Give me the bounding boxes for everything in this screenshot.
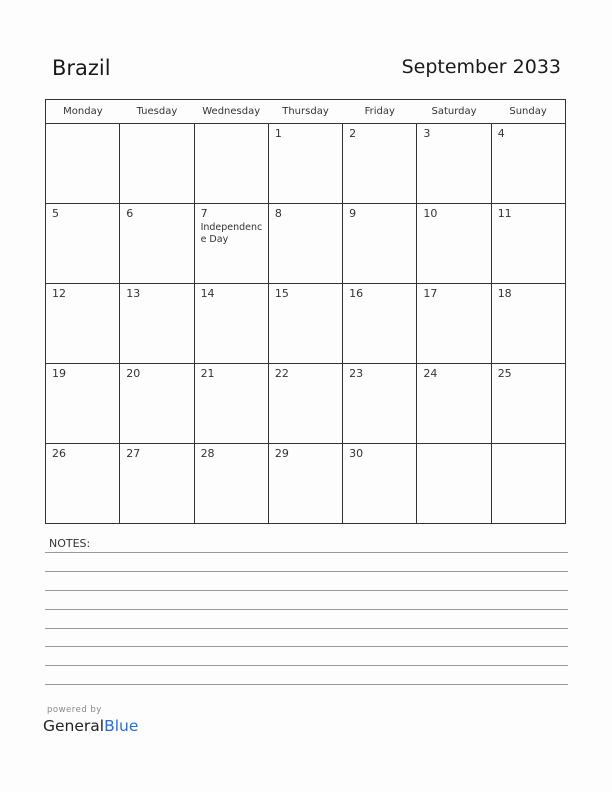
weekday-header: Wednesday xyxy=(194,100,268,124)
notes-line xyxy=(45,646,568,647)
day-cell xyxy=(120,124,194,204)
day-cell xyxy=(343,444,417,524)
day-number: 12 xyxy=(52,287,66,300)
day-cell xyxy=(268,364,342,444)
day-number: 2 xyxy=(349,127,357,140)
notes-label: NOTES: xyxy=(49,537,91,550)
day-cell xyxy=(46,284,120,364)
day-number: 17 xyxy=(423,287,438,300)
month-year-title: September 2033 xyxy=(401,56,561,78)
holiday-label: Independence Day xyxy=(200,222,263,245)
day-cell xyxy=(491,284,565,364)
day-cell xyxy=(417,284,491,364)
weekday-header: Sunday xyxy=(491,100,565,124)
day-cell xyxy=(194,364,268,444)
weekday-header: Monday xyxy=(46,100,120,124)
day-number: 25 xyxy=(497,367,512,380)
notes-line xyxy=(45,571,568,572)
day-cell xyxy=(491,124,565,204)
day-cell xyxy=(268,204,342,284)
weekday-header-row xyxy=(46,100,566,124)
day-number: 15 xyxy=(274,287,289,300)
day-cell xyxy=(268,124,342,204)
day-number: 10 xyxy=(423,207,438,220)
day-number: 6 xyxy=(126,207,134,220)
day-number: 13 xyxy=(126,287,141,300)
day-number: 30 xyxy=(349,447,364,460)
week-row xyxy=(46,204,566,284)
notes-line xyxy=(45,665,568,666)
day-number: 5 xyxy=(52,207,59,220)
day-number: 18 xyxy=(497,287,512,300)
day-cell xyxy=(194,124,268,204)
day-number: 9 xyxy=(349,207,357,220)
day-number: 11 xyxy=(497,207,512,220)
day-number: 19 xyxy=(52,367,66,380)
day-cell xyxy=(120,364,194,444)
day-number: 16 xyxy=(349,287,364,300)
brand-logo[interactable] xyxy=(43,717,138,735)
notes-line xyxy=(45,628,568,629)
weekday-header: Friday xyxy=(343,100,417,124)
day-cell xyxy=(120,284,194,364)
day-number: 3 xyxy=(423,127,431,140)
week-row xyxy=(46,364,566,444)
day-number: 28 xyxy=(200,447,215,460)
day-cell xyxy=(491,444,565,524)
calendar-grid xyxy=(45,99,566,524)
day-cell xyxy=(343,284,417,364)
day-cell xyxy=(120,204,194,284)
day-number: 4 xyxy=(497,127,505,140)
day-cell xyxy=(46,364,120,444)
day-cell xyxy=(343,364,417,444)
brand-general: General xyxy=(43,717,105,735)
day-cell xyxy=(194,284,268,364)
day-number: 27 xyxy=(126,447,141,460)
weekday-header: Tuesday xyxy=(120,100,194,124)
notes-line xyxy=(45,684,568,685)
weekday-header: Thursday xyxy=(268,100,342,124)
day-cell xyxy=(417,444,491,524)
day-number: 24 xyxy=(423,367,438,380)
day-cell xyxy=(491,204,565,284)
day-number: 8 xyxy=(274,207,282,220)
day-cell xyxy=(194,444,268,524)
day-cell xyxy=(343,204,417,284)
day-cell xyxy=(120,444,194,524)
weekday-header: Saturday xyxy=(417,100,491,124)
brand-blue: Blue xyxy=(104,717,139,735)
day-number: 23 xyxy=(349,367,364,380)
week-row xyxy=(46,124,566,204)
day-number: 22 xyxy=(274,367,289,380)
notes-line xyxy=(45,609,568,610)
day-cell xyxy=(46,444,120,524)
day-cell xyxy=(491,364,565,444)
day-number: 1 xyxy=(274,127,282,140)
day-cell xyxy=(417,124,491,204)
day-cell xyxy=(194,204,268,284)
powered-by-text: powered by xyxy=(47,705,102,715)
day-cell xyxy=(417,364,491,444)
day-number: 29 xyxy=(274,447,289,460)
day-number: 7 xyxy=(200,207,208,220)
notes-line xyxy=(45,552,568,553)
day-number: 26 xyxy=(52,447,66,460)
country-title: Brazil xyxy=(52,56,111,80)
day-cell xyxy=(268,284,342,364)
day-number: 20 xyxy=(126,367,141,380)
day-number: 14 xyxy=(200,287,215,300)
day-cell xyxy=(417,204,491,284)
day-cell xyxy=(46,204,120,284)
notes-line xyxy=(45,590,568,591)
day-number: 21 xyxy=(200,367,215,380)
week-row xyxy=(46,444,566,524)
day-cell xyxy=(268,444,342,524)
day-cell xyxy=(343,124,417,204)
week-row xyxy=(46,284,566,364)
day-cell xyxy=(46,124,120,204)
